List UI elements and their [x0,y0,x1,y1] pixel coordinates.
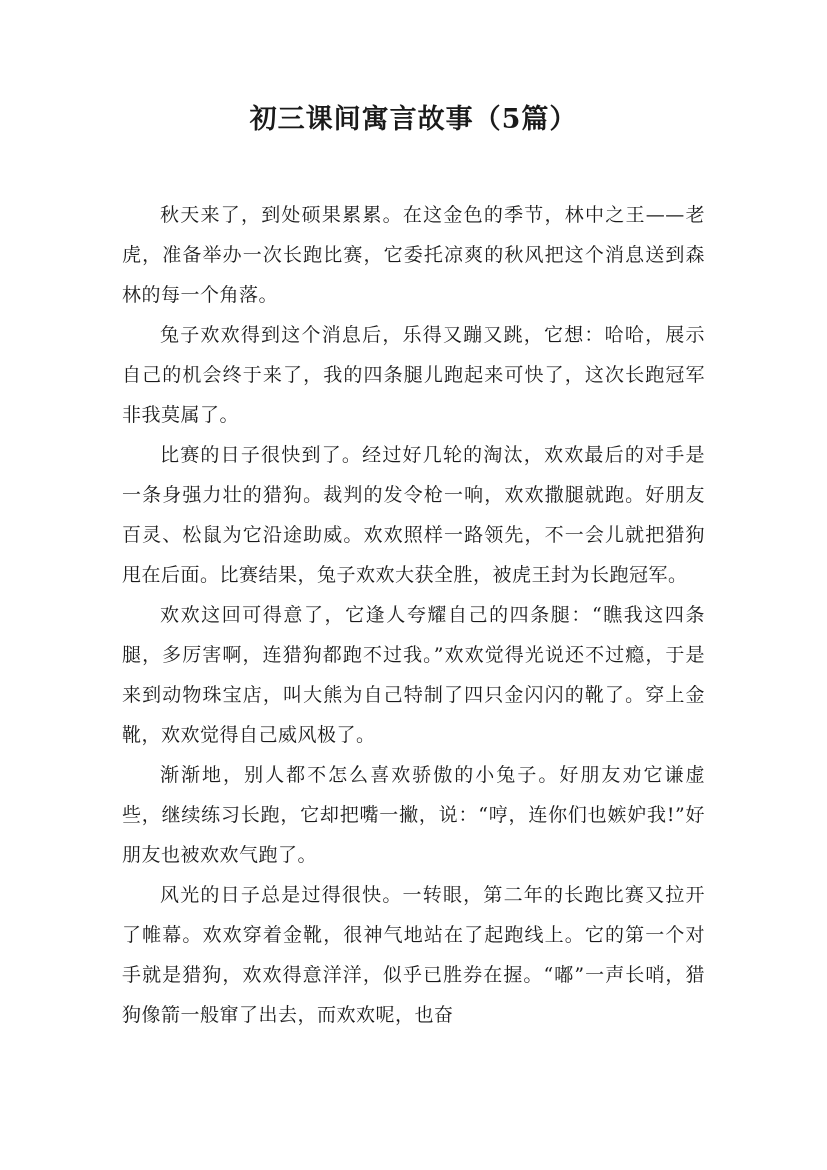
paragraph-5: 渐渐地，别人都不怎么喜欢骄傲的小兔子。好朋友劝它谦虚些，继续练习长跑，它却把嘴一撇，说：“哼，连你们也嫉妒我!”好朋友也被欢欢气跑了。 [122,764,705,866]
paragraph-4: 欢欢这回可得意了，它逢人夸耀自己的四条腿：“瞧我这四条腿，多厉害啊，连猎狗都跑不过我。”欢欢觉得光说还不过瘾，于是来到动物珠宝店，叫大熊为自己特制了四只金闪闪的靴了。穿上金靴，欢欢觉得自己威风极了。 [122,604,705,746]
document-body [122,195,705,1035]
paragraph-3: 比赛的日子很快到了。经过好几轮的淘汰，欢欢最后的对手是一条身强力壮的猎狗。裁判的发令枪一响，欢欢撒腿就跑。好朋友百灵、松鼠为它沿途助威。欢欢照样一路领先，不一会儿就把猎狗甩在后面。比赛结果，兔子欢欢大获全胜，被虎王封为长跑冠军。 [122,444,705,586]
paragraph-2: 兔子欢欢得到这个消息后，乐得又蹦又跳，它想：哈哈，展示自己的机会终于来了，我的四条腿儿跑起来可快了，这次长跑冠军非我莫属了。 [122,324,705,426]
document-title: 初三课间寓言故事（5篇） [249,104,578,135]
paragraph-1: 秋天来了，到处硕果累累。在这金色的季节，林中之王——老虎，准备举办一次长跑比赛，它委托凉爽的秋风把这个消息送到森林的每一个角落。 [122,204,705,306]
paragraph-6: 风光的日子总是过得很快。一转眼，第二年的长跑比赛又拉开了帷幕。欢欢穿着金靴，很神气地站在了起跑线上。它的第一个对手就是猎狗，欢欢得意洋洋，似乎已胜券在握。“嘟”一声长哨，猎狗像箭一般窜了出去，而欢欢呢，也奋 [122,884,705,1026]
